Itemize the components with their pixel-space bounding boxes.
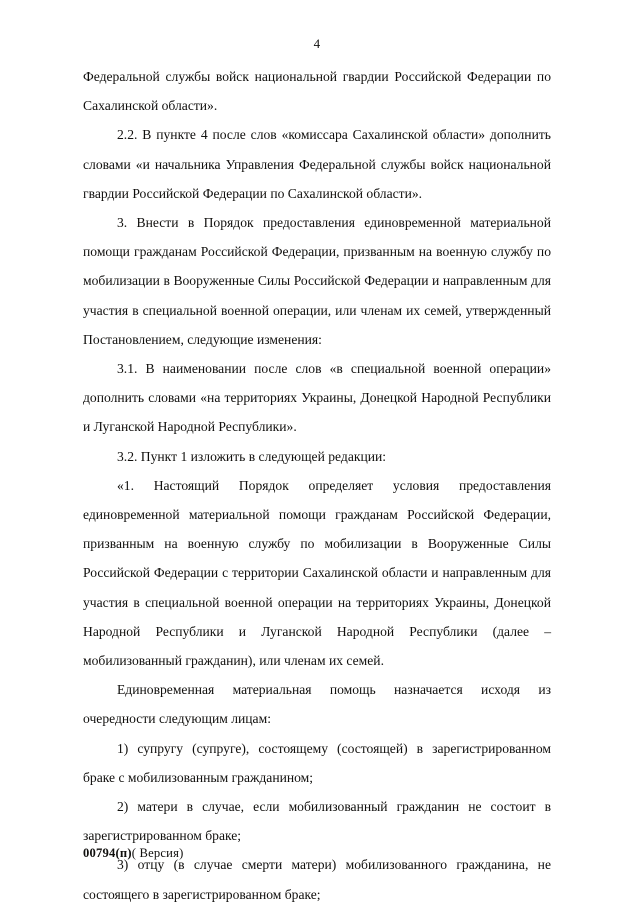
footer-code: 00794(п) — [83, 846, 132, 860]
paragraph: 3.1. В наименовании после слов «в специальной военной операции» дополнить словами «на территориях Украины, Донецкой Народной Республики и Луганской Народной Республики». — [83, 361, 551, 435]
footer — [83, 846, 183, 861]
footer-version: ( Версия) — [131, 846, 184, 860]
page-number: 4 — [313, 36, 321, 51]
paragraph: 3. Внести в Порядок предоставления единовременной материальной помощи гражданам Российской Федерации, призванным на военную службу по мобилизации в Вооруженные Силы Российской Федерации и направленным для участия в специальной военной операции, или членам их семей, утвержденный Постановлением, следующие изменения: — [83, 215, 551, 347]
paragraph: Единовременная материальная помощь назначается исходя из очередности следующим лицам: — [83, 682, 551, 727]
paragraph: Федеральной службы войск национальной гвардии Российской Федерации по Сахалинской области». — [83, 69, 551, 114]
document-body — [83, 62, 551, 904]
paragraph: 3.2. Пункт 1 изложить в следующей редакции: — [117, 448, 387, 464]
paragraph: 1) супругу (супруге), состоящему (состоящей) в зарегистрированном браке с мобилизованным гражданином; — [83, 740, 551, 785]
paragraph: 2) матери в случае, если мобилизованный гражданин не состоит в зарегистрированном браке; — [83, 799, 551, 844]
paragraph: 3) отцу (в случае смерти матери) мобилизованного гражданина, не состоящего в зарегистрированном браке; — [83, 857, 551, 902]
paragraph: «1. Настоящий Порядок определяет условия предоставления единовременной материальной помощи гражданам Российской Федерации, призванным на военную службу по мобилизации в Вооруженные Силы Российской Федерации с территории Сахалинской области и направленным для участия в специальной военной операции на территориях Украины, Донецкой Народной Республики и Луганской Народной Республики (далее – мобилизованный гражданин), или членам их семей. — [83, 477, 551, 669]
paragraph: 2.2. В пункте 4 после слов «комиссара Сахалинской области» дополнить словами «и начальника Управления Федеральной службы войск национальной гвардии Российской Федерации по Сахалинской области». — [83, 127, 551, 201]
